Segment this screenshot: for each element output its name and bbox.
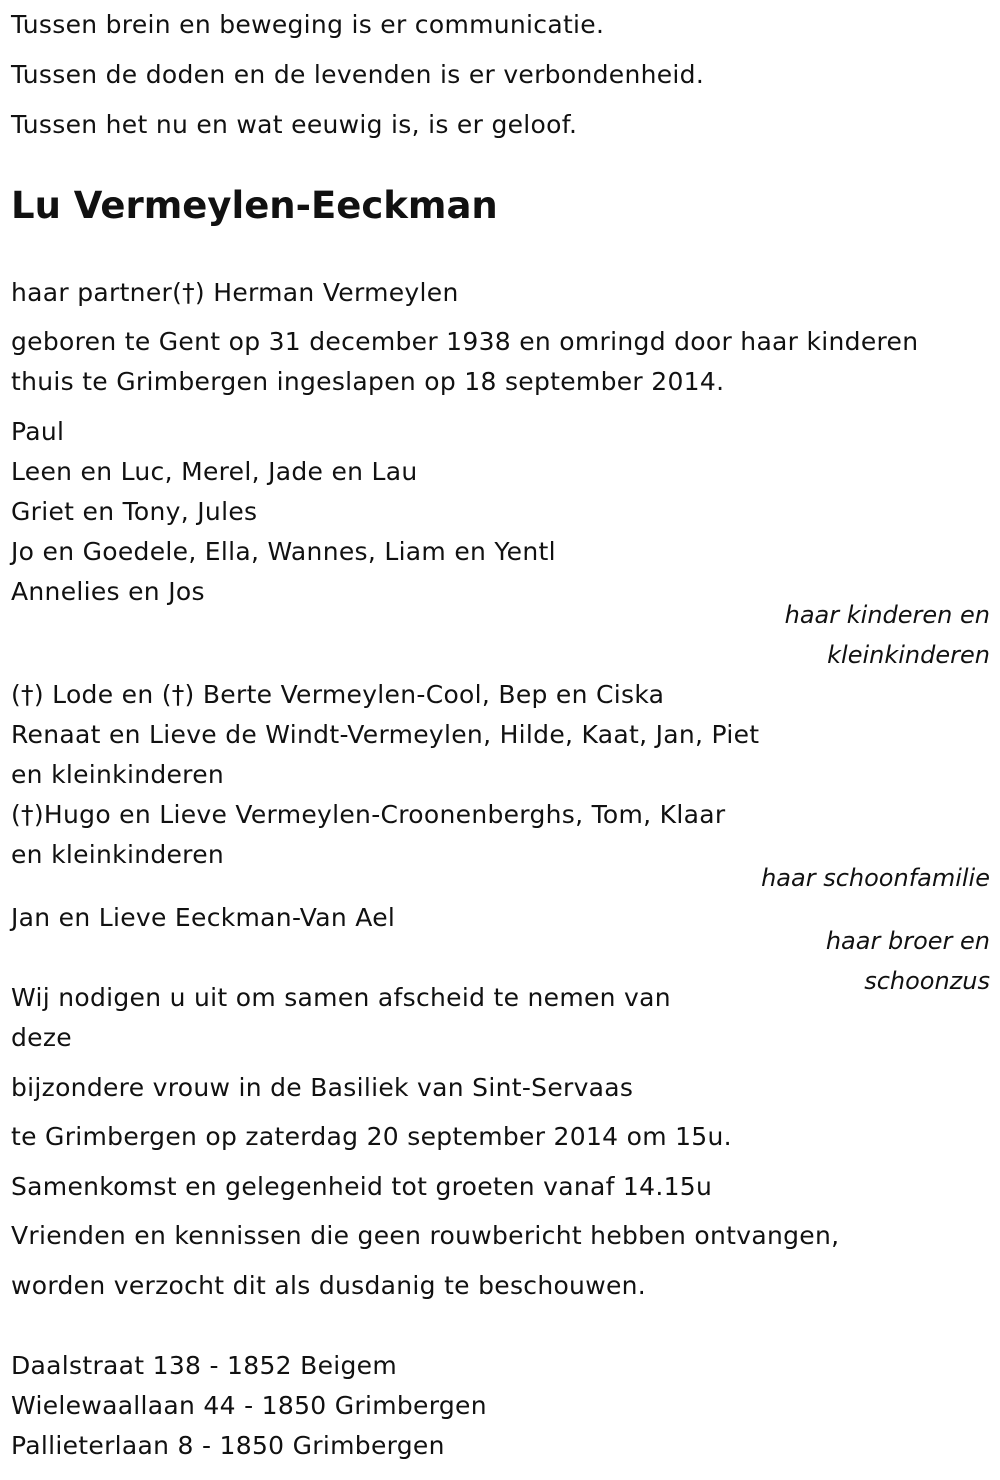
poem-line-3: Tussen het nu en wat eeuwig is, is er geloof.: [11, 110, 578, 139]
invitation-line-3: bijzondere vrouw in de Basiliek van Sint-Servaas: [11, 1073, 634, 1102]
inlaw-line-2: Renaat en Lieve de Windt-Vermeylen, Hilde, Kaat, Jan, Piet: [11, 720, 760, 749]
poem-line-1: Tussen brein en beweging is er communicatie.: [11, 10, 605, 39]
invitation-line-7: worden verzocht dit als dusdanig te beschouwen.: [11, 1271, 647, 1300]
children-label-1: haar kinderen en: [784, 601, 990, 629]
child-line-2: Leen en Luc, Merel, Jade en Lau: [11, 457, 418, 486]
partner-line: haar partner(†) Herman Vermeylen: [11, 278, 459, 307]
birth-line-1: geboren te Gent op 31 december 1938 en omringd door haar kinderen: [11, 327, 919, 356]
poem-line-2: Tussen de doden en de levenden is er verbondenheid.: [11, 60, 705, 89]
birth-line-2: thuis te Grimbergen ingeslapen op 18 september 2014.: [11, 367, 725, 396]
sibling-label-1: haar broer en: [825, 927, 990, 955]
child-line-5: Annelies en Jos: [11, 577, 205, 606]
inlaw-line-4: (†)Hugo en Lieve Vermeylen-Croonenberghs, Tom, Klaar: [11, 800, 726, 829]
child-line-3: Griet en Tony, Jules: [11, 497, 258, 526]
inlaws-label: haar schoonfamilie: [761, 864, 990, 892]
invitation-line-4: te Grimbergen op zaterdag 20 september 2014 om 15u.: [11, 1122, 732, 1151]
address-line-1: Daalstraat 138 - 1852 Beigem: [11, 1351, 398, 1380]
invitation-line-5: Samenkomst en gelegenheid tot groeten vanaf 14.15u: [11, 1172, 713, 1201]
address-line-2: Wielewaallaan 44 - 1850 Grimbergen: [11, 1391, 487, 1420]
inlaw-line-5: en kleinkinderen: [11, 840, 225, 869]
address-line-3: Pallieterlaan 8 - 1850 Grimbergen: [11, 1431, 445, 1460]
inlaw-line-1: (†) Lode en (†) Berte Vermeylen-Cool, Bep en Ciska: [11, 680, 665, 709]
inlaw-line-3: en kleinkinderen: [11, 760, 225, 789]
sibling-label-2: schoonzus: [864, 967, 990, 995]
sibling-line: Jan en Lieve Eeckman-Van Ael: [11, 903, 396, 932]
invitation-line-2: deze: [11, 1023, 72, 1052]
child-line-4: Jo en Goedele, Ella, Wannes, Liam en Yentl: [11, 537, 556, 566]
deceased-name: Lu Vermeylen-Eeckman: [11, 184, 498, 227]
invitation-line-6: Vrienden en kennissen die geen rouwbericht hebben ontvangen,: [11, 1221, 840, 1250]
invitation-line-1: Wij nodigen u uit om samen afscheid te nemen van: [11, 983, 671, 1012]
child-line-1: Paul: [11, 417, 65, 446]
children-label-2: kleinkinderen: [827, 641, 990, 669]
